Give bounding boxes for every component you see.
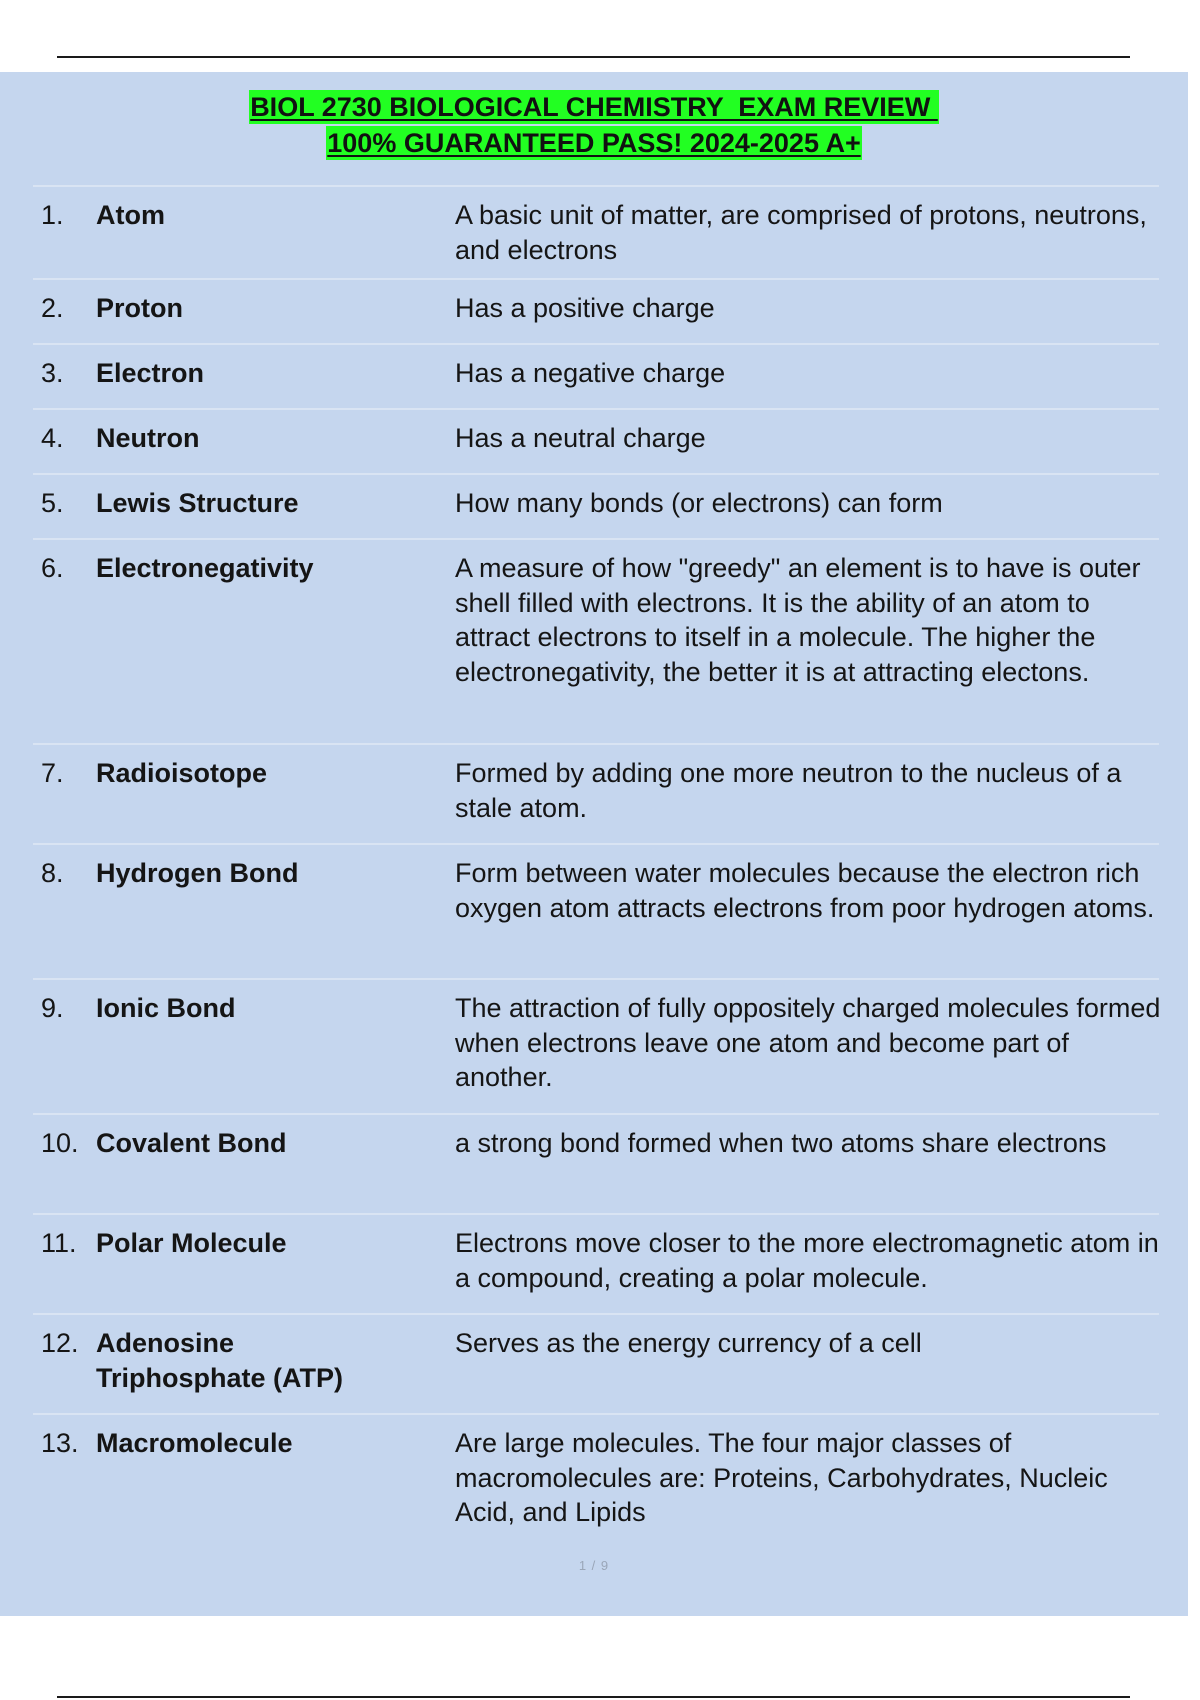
- term-definition: Serves as the energy currency of a cell: [455, 1328, 922, 1358]
- term-number: 13.: [41, 1428, 79, 1458]
- term-row: [33, 343, 1159, 408]
- term-number: 4.: [41, 423, 64, 453]
- term-name: Electronegativity: [96, 553, 314, 583]
- term-row: [33, 1313, 1159, 1413]
- term-list: [33, 185, 1159, 1548]
- title-line-2: 100% GUARANTEED PASS! 2024-2025 A+: [327, 128, 861, 158]
- term-row: [33, 1213, 1159, 1313]
- term-name: Ionic Bond: [96, 993, 236, 1023]
- term-row: [33, 408, 1159, 473]
- term-row: [33, 978, 1159, 1113]
- bottom-divider: [57, 1696, 1130, 1698]
- term-name: Covalent Bond: [96, 1128, 287, 1158]
- term-number: 7.: [41, 758, 64, 788]
- term-row: [33, 843, 1159, 978]
- term-definition: Are large molecules. The four major classes of macromolecules are: Proteins, Carbohydrates, Nucleic Acid, and Lipids: [455, 1428, 1108, 1527]
- term-definition: How many bonds (or electrons) can form: [455, 488, 943, 518]
- term-number: 1.: [41, 200, 64, 230]
- term-number: 2.: [41, 293, 64, 323]
- term-number: 9.: [41, 993, 64, 1023]
- term-row: [33, 538, 1159, 743]
- document-title: [0, 90, 1188, 160]
- term-name: Polar Molecule: [96, 1228, 287, 1258]
- term-row: [33, 743, 1159, 843]
- term-number: 5.: [41, 488, 64, 518]
- term-name: Lewis Structure: [96, 488, 299, 518]
- term-row: [33, 185, 1159, 278]
- term-row: [33, 473, 1159, 538]
- term-definition: Has a neutral charge: [455, 423, 706, 453]
- term-row: [33, 1413, 1159, 1548]
- term-name: Hydrogen Bond: [96, 858, 299, 888]
- term-definition: The attraction of fully oppositely charged molecules formed when electrons leave one atom and become part of another.: [455, 993, 1161, 1092]
- term-definition: Formed by adding one more neutron to the nucleus of a stale atom.: [455, 758, 1122, 823]
- term-name: Electron: [96, 358, 205, 388]
- top-divider: [57, 56, 1130, 58]
- title-line-1: BIOL 2730 BIOLOGICAL CHEMISTRY EXAM REVIEW: [250, 92, 938, 122]
- term-number: 6.: [41, 553, 64, 583]
- term-number: 12.: [41, 1328, 79, 1358]
- term-row: [33, 1113, 1159, 1213]
- document-page: [0, 72, 1188, 1616]
- term-definition: Form between water molecules because the electron rich oxygen atom attracts electrons from poor hydrogen atoms.: [455, 858, 1155, 923]
- term-definition: Electrons move closer to the more electromagnetic atom in a compound, creating a polar molecule.: [455, 1228, 1159, 1293]
- term-name: Macromolecule: [96, 1428, 293, 1458]
- page-indicator: 1 / 9: [578, 1558, 610, 1573]
- term-definition: Has a positive charge: [455, 293, 715, 323]
- term-name: Radioisotope: [96, 758, 268, 788]
- term-definition: Has a negative charge: [455, 358, 726, 388]
- term-row: [33, 278, 1159, 343]
- term-number: 3.: [41, 358, 64, 388]
- term-number: 10.: [41, 1128, 79, 1158]
- term-name: Atom: [96, 200, 165, 230]
- term-definition: A basic unit of matter, are comprised of protons, neutrons, and electrons: [455, 200, 1147, 265]
- term-number: 8.: [41, 858, 64, 888]
- term-name: Proton: [96, 293, 183, 323]
- term-number: 11.: [41, 1228, 77, 1258]
- term-definition: A measure of how "greedy" an element is to have is outer shell filled with electrons. It is the ability of an atom to attract electrons to itself in a molecule. The higher the electronegativity, the better it is at attracting electons.: [455, 553, 1141, 687]
- term-definition: a strong bond formed when two atoms share electrons: [455, 1128, 1107, 1158]
- term-name: Adenosine Triphosphate (ATP): [96, 1328, 343, 1393]
- term-name: Neutron: [96, 423, 200, 453]
